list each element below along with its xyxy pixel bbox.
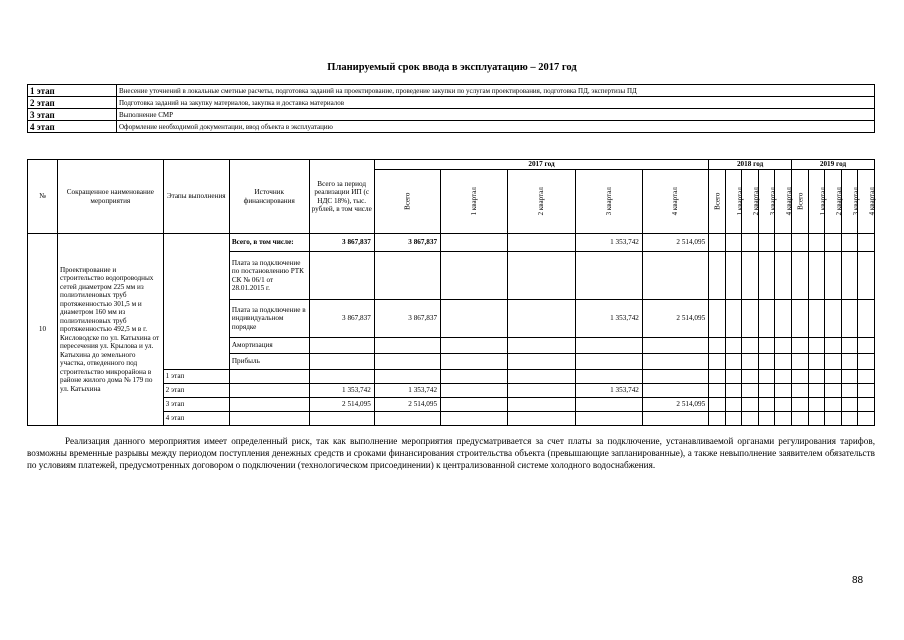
header-q3-label: 3 квартал (851, 187, 860, 216)
cell-2017-q3: 1 353,742 (575, 234, 642, 252)
empty-cell (725, 354, 742, 370)
header-q4-label: 4 квартал (671, 187, 680, 216)
header-q1-label: 1 квартал (818, 187, 827, 216)
header-q4-label: 4 квартал (868, 187, 877, 216)
cell-2017-vsego: 3 867,837 (374, 300, 440, 338)
header-q2-label: 2 квартал (537, 187, 546, 216)
header-2018-vsego (709, 170, 726, 234)
stage-cell (163, 234, 229, 370)
total-cell: 3 867,837 (309, 234, 374, 252)
empty-cell (775, 234, 792, 252)
cell-2017-vsego (374, 412, 440, 426)
header-2017-q2 (508, 170, 575, 234)
empty-cell (825, 354, 842, 370)
cell-2017-vsego: 1 353,742 (374, 384, 440, 398)
empty-cell (825, 338, 842, 354)
empty-cell (742, 398, 759, 412)
header-q1-label: 1 квартал (469, 187, 478, 216)
stage-description: Выполнение СМР (117, 109, 875, 121)
empty-cell (742, 370, 759, 384)
empty-cell (742, 338, 759, 354)
empty-cell (792, 384, 809, 398)
header-2018-q4 (775, 170, 792, 234)
stage-label: 4 этап (28, 121, 117, 133)
total-cell: 1 353,742 (309, 384, 374, 398)
empty-cell (742, 252, 759, 300)
empty-cell (825, 398, 842, 412)
row-number-cell: 10 (28, 234, 58, 426)
cell-2017-vsego (374, 354, 440, 370)
source-cell: Прибыль (229, 354, 309, 370)
empty-cell (808, 370, 825, 384)
header-2019-q3 (841, 170, 858, 234)
stage-cell: 3 этап (163, 398, 229, 412)
empty-cell (709, 370, 726, 384)
cell-2017-q1 (441, 354, 508, 370)
header-name: Сокращенное наименование мероприятия (58, 160, 164, 234)
table-row (28, 234, 875, 252)
cell-2017-q4: 2 514,095 (642, 234, 708, 252)
cell-2017-q3 (575, 398, 642, 412)
stage-cell: 1 этап (163, 370, 229, 384)
empty-cell (725, 370, 742, 384)
stage-row (28, 97, 875, 109)
source-cell (229, 384, 309, 398)
header-q2-label: 2 квартал (834, 187, 843, 216)
cell-2017-vsego (374, 370, 440, 384)
empty-cell (841, 370, 858, 384)
empty-cell (709, 234, 726, 252)
header-q4-label: 4 квартал (785, 187, 794, 216)
document-title: Планируемый срок ввода в эксплуатацию – 2017 год (327, 62, 577, 73)
cell-2017-q3 (575, 370, 642, 384)
empty-cell (775, 412, 792, 426)
header-total: Всего за период реализации ИП (с НДС 18%), тыс. рублей, в том числе (309, 160, 374, 234)
empty-cell (709, 252, 726, 300)
empty-cell (841, 354, 858, 370)
cell-2017-q4: 2 514,095 (642, 398, 708, 412)
empty-cell (858, 370, 875, 384)
empty-cell (858, 252, 875, 300)
empty-cell (841, 384, 858, 398)
empty-cell (825, 384, 842, 398)
cell-2017-q2 (508, 384, 575, 398)
header-2017-q3 (575, 170, 642, 234)
total-cell (309, 354, 374, 370)
source-cell: Плата за подключение в индивидуальном порядке (229, 300, 309, 338)
cell-2017-q2 (508, 412, 575, 426)
empty-cell (792, 412, 809, 426)
stage-label: 2 этап (28, 97, 117, 109)
empty-cell (792, 338, 809, 354)
empty-cell (709, 398, 726, 412)
header-2017-q4 (642, 170, 708, 234)
empty-cell (758, 252, 775, 300)
cell-2017-q2 (508, 234, 575, 252)
cell-2017-q3: 1 353,742 (575, 300, 642, 338)
empty-cell (841, 338, 858, 354)
stage-description: Подготовка заданий на закупку материалов, закупка и доставка материалов (117, 97, 875, 109)
header-num: № (28, 160, 58, 234)
empty-cell (709, 412, 726, 426)
empty-cell (858, 412, 875, 426)
empty-cell (725, 300, 742, 338)
empty-cell (825, 252, 842, 300)
cell-2017-q4 (642, 384, 708, 398)
header-q1-label: 1 квартал (735, 187, 744, 216)
empty-cell (775, 370, 792, 384)
cell-2017-q1 (441, 234, 508, 252)
header-year-2019: 2019 год (792, 160, 875, 170)
header-2019-q1 (808, 170, 825, 234)
empty-cell (792, 370, 809, 384)
empty-cell (841, 398, 858, 412)
empty-cell (775, 252, 792, 300)
header-vsego-label: Всего (403, 192, 412, 211)
empty-cell (709, 354, 726, 370)
empty-cell (808, 354, 825, 370)
empty-cell (725, 398, 742, 412)
header-2018-q1 (725, 170, 742, 234)
empty-cell (725, 384, 742, 398)
empty-cell (841, 252, 858, 300)
empty-cell (858, 398, 875, 412)
total-cell (309, 338, 374, 354)
empty-cell (858, 338, 875, 354)
total-cell (309, 370, 374, 384)
header-year-2018: 2018 год (709, 160, 792, 170)
empty-cell (742, 412, 759, 426)
empty-cell (792, 234, 809, 252)
empty-cell (725, 412, 742, 426)
header-vsego-label: Всего (796, 192, 805, 211)
total-cell (309, 252, 374, 300)
stage-cell: 4 этап (163, 412, 229, 426)
cell-2017-q1 (441, 338, 508, 354)
page-number: 88 (852, 575, 864, 586)
header-q3-label: 3 квартал (768, 187, 777, 216)
header-vsego-label: Всего (713, 192, 722, 211)
empty-cell (825, 370, 842, 384)
empty-cell (758, 412, 775, 426)
total-cell: 2 514,095 (309, 398, 374, 412)
cell-2017-q2 (508, 252, 575, 300)
stage-cell: 2 этап (163, 384, 229, 398)
empty-cell (808, 384, 825, 398)
header-year-2017: 2017 год (374, 160, 708, 170)
empty-cell (725, 234, 742, 252)
stage-description: Оформление необходимой документации, ввод объекта в эксплуатацию (117, 121, 875, 133)
empty-cell (841, 412, 858, 426)
stage-description: Внесение уточнений в локальные сметные расчеты, подготовка заданий на проектирование, проведение закупки по услугам проектирования, подготовка ПД, экспертизы ПД (117, 85, 875, 97)
cell-2017-q1 (441, 384, 508, 398)
cell-2017-q4 (642, 354, 708, 370)
cell-2017-q4 (642, 412, 708, 426)
empty-cell (742, 234, 759, 252)
empty-cell (742, 354, 759, 370)
empty-cell (808, 300, 825, 338)
cell-2017-q1 (441, 252, 508, 300)
header-2017-vsego (374, 170, 440, 234)
header-q2-label: 2 квартал (752, 187, 761, 216)
cell-2017-q4: 2 514,095 (642, 300, 708, 338)
source-cell (229, 370, 309, 384)
empty-cell (808, 234, 825, 252)
empty-cell (858, 234, 875, 252)
project-name-cell: Проектирование и строительство водопроводных сетей диаметром 225 мм из полиэтиленовых труб протяженностью 301,5 м и диаметром 160 мм из полиэтиленовых труб протяженностью 492,5 м в г. Кисловодске по ул. Катыхина от пересечения ул. Крылова и ул. Катыхина до земельного участка, отведенного под строительство микрорайона в районе жилого дома № 179 по ул. Катыхина (58, 234, 164, 426)
empty-cell (792, 252, 809, 300)
empty-cell (709, 338, 726, 354)
cell-2017-q4 (642, 338, 708, 354)
cell-2017-q2 (508, 370, 575, 384)
total-cell (309, 412, 374, 426)
empty-cell (825, 234, 842, 252)
cell-2017-q4 (642, 252, 708, 300)
empty-cell (758, 370, 775, 384)
stages-table (27, 84, 875, 133)
source-cell (229, 412, 309, 426)
empty-cell (775, 398, 792, 412)
stage-row (28, 109, 875, 121)
empty-cell (758, 354, 775, 370)
empty-cell (808, 252, 825, 300)
empty-cell (758, 398, 775, 412)
header-stages: Этапы выполнения (163, 160, 229, 234)
cell-2017-q3 (575, 412, 642, 426)
cell-2017-q3: 1 353,742 (575, 384, 642, 398)
source-cell: Плата за подключение по постановлению РТК СК № 06/1 от 28.01.2015 г. (229, 252, 309, 300)
cell-2017-q1 (441, 398, 508, 412)
cell-2017-q1 (441, 412, 508, 426)
total-cell: 3 867,837 (309, 300, 374, 338)
header-2018-q3 (758, 170, 775, 234)
cell-2017-vsego: 2 514,095 (374, 398, 440, 412)
cell-2017-q3 (575, 252, 642, 300)
source-cell (229, 398, 309, 412)
financing-table (27, 159, 875, 426)
header-2017-q1 (441, 170, 508, 234)
empty-cell (758, 384, 775, 398)
stage-row (28, 121, 875, 133)
cell-2017-q2 (508, 300, 575, 338)
cell-2017-q2 (508, 354, 575, 370)
header-q3-label: 3 квартал (604, 187, 613, 216)
cell-2017-vsego: 3 867,837 (374, 234, 440, 252)
empty-cell (808, 398, 825, 412)
cell-2017-vsego (374, 338, 440, 354)
empty-cell (775, 354, 792, 370)
empty-cell (758, 300, 775, 338)
empty-cell (725, 338, 742, 354)
empty-cell (792, 354, 809, 370)
header-2019-vsego (792, 170, 809, 234)
header-source: Источник финансирования (229, 160, 309, 234)
empty-cell (742, 300, 759, 338)
empty-cell (858, 384, 875, 398)
empty-cell (725, 252, 742, 300)
source-cell: Амортизация (229, 338, 309, 354)
empty-cell (709, 300, 726, 338)
empty-cell (825, 412, 842, 426)
empty-cell (775, 300, 792, 338)
empty-cell (709, 384, 726, 398)
cell-2017-q1 (441, 370, 508, 384)
cell-2017-q3 (575, 354, 642, 370)
stage-label: 1 этап (28, 85, 117, 97)
empty-cell (808, 412, 825, 426)
empty-cell (841, 234, 858, 252)
empty-cell (792, 300, 809, 338)
empty-cell (775, 338, 792, 354)
cell-2017-q1 (441, 300, 508, 338)
cell-2017-q2 (508, 398, 575, 412)
cell-2017-q4 (642, 370, 708, 384)
empty-cell (792, 398, 809, 412)
cell-2017-vsego (374, 252, 440, 300)
source-cell: Всего, в том числе: (229, 234, 309, 252)
stage-label: 3 этап (28, 109, 117, 121)
empty-cell (858, 354, 875, 370)
empty-cell (858, 300, 875, 338)
cell-2017-q2 (508, 338, 575, 354)
empty-cell (808, 338, 825, 354)
empty-cell (758, 234, 775, 252)
empty-cell (825, 300, 842, 338)
empty-cell (758, 338, 775, 354)
risk-paragraph: Реализация данного мероприятия имеет определенный риск, так как выполнение мероприятия предусматривается за счет платы за подключение, устанавливаемой органами регулирования тарифов, возможны временные разрывы между периодом поступления денежных средств и сроками финансирования строительства объекта (превышающие запланированные), а также невыполнение заявителем обязательств по условиям платежей, предусмотренных договором о подключении (технологическом присоединении) к централизованной системе холодного водоснабжения. (27, 436, 875, 471)
empty-cell (775, 384, 792, 398)
stage-row (28, 85, 875, 97)
empty-cell (841, 300, 858, 338)
empty-cell (742, 384, 759, 398)
cell-2017-q3 (575, 338, 642, 354)
